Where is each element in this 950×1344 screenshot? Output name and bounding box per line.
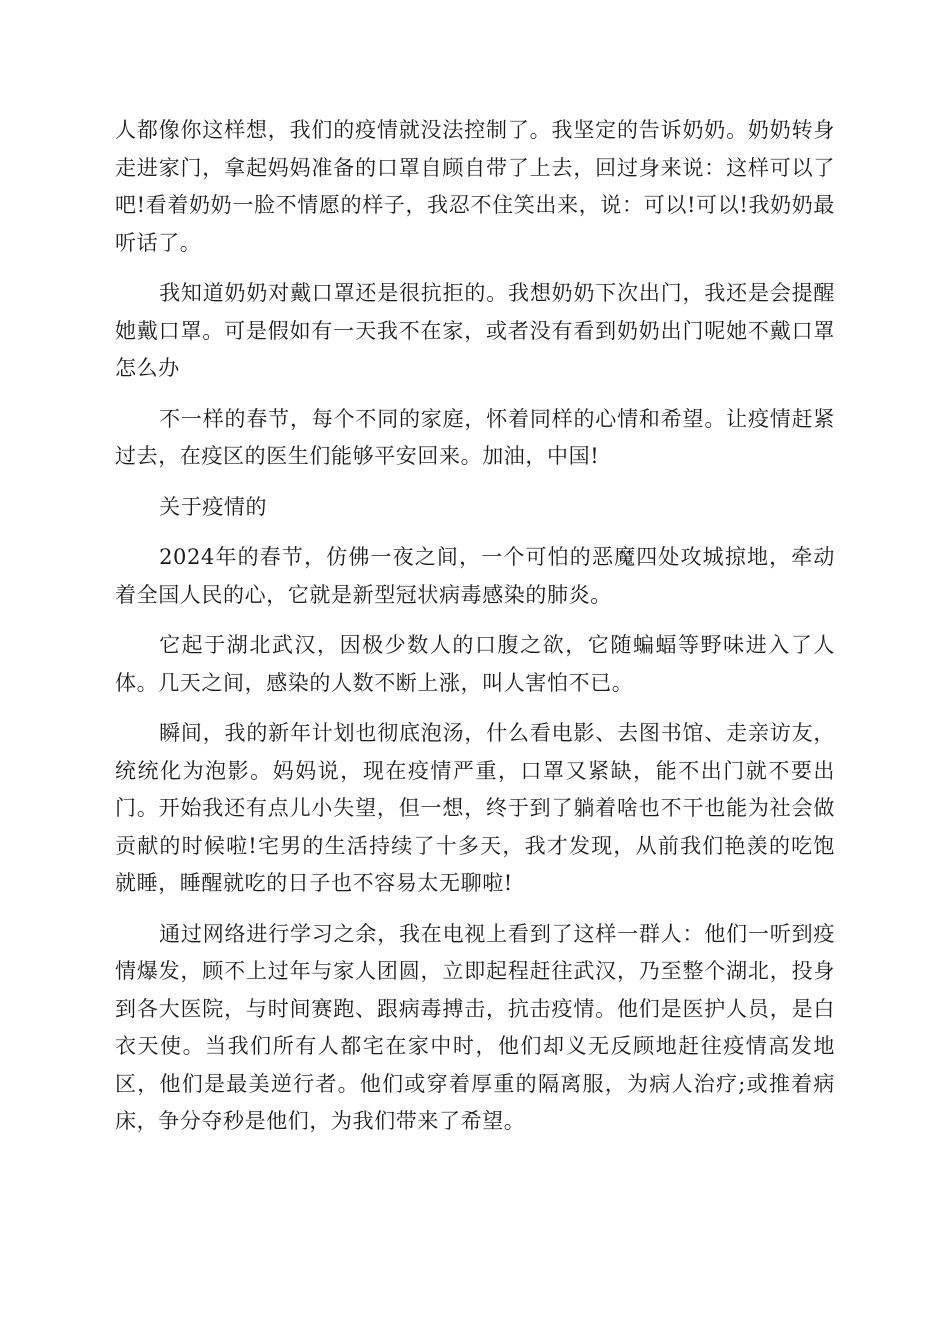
paragraph-2: 我知道奶奶对戴口罩还是很抗拒的。我想奶奶下次出门，我还是会提醒她戴口罩。可是假如有一天我不在家，或者没有看到奶奶出门呢她不戴口罩怎么办 [115, 281, 835, 380]
section-heading: 关于疫情的 [159, 494, 268, 519]
document-body [115, 112, 835, 1154]
paragraph-5: 2024年的春节，仿佛一夜之间，一个可怕的恶魔四处攻城掠地，牵动着全国人民的心，它就是新型冠状病毒感染的肺炎。 [115, 545, 835, 607]
paragraph-7: 瞬间，我的新年计划也彻底泡汤，什么看电影、去图书馆、走亲访友，统统化为泡影。妈妈说，现在疫情严重，口罩又紧缺，能不出门就不要出门。开始我还有点儿小失望，但一想，终于到了躺着啥也不干也能为社会做贡献的时候啦!宅男的生活持续了十多天，我才发现，从前我们艳羡的吃饱就睡，睡醒就吃的日子也不容易太无聊啦! [115, 721, 835, 895]
paragraph-6: 它起于湖北武汉，因极少数人的口腹之欲，它随蝙蝠等野味进入了人体。几天之间，感染的人数不断上涨，叫人害怕不已。 [115, 633, 835, 695]
paragraph-8: 通过网络进行学习之余，我在电视上看到了这样一群人：他们一听到疫情爆发，顾不上过年与家人团圆，立即起程赶往武汉，乃至整个湖北，投身到各大医院，与时间赛跑、跟病毒搏击，抗击疫情。他们是医护人员，是白衣天使。当我们所有人都宅在家中时，他们却义无反顾地赶往疫情高发地区，他们是最美逆行者。他们或穿着厚重的隔离服，为病人治疗;或推着病床，争分夺秒是他们，为我们带来了希望。 [115, 921, 835, 1133]
paragraph-1: 人都像你这样想，我们的疫情就没法控制了。我坚定的告诉奶奶。奶奶转身走进家门，拿起妈妈准备的口罩自顾自带了上去，回过身来说：这样可以了吧!看着奶奶一脸不情愿的样子，我忍不住笑出来，说：可以!可以!我奶奶最听话了。 [115, 118, 835, 255]
paragraph-3: 不一样的春节，每个不同的家庭，怀着同样的心情和希望。让疫情赶紧过去，在疫区的医生们能够平安回来。加油，中国! [115, 406, 835, 468]
